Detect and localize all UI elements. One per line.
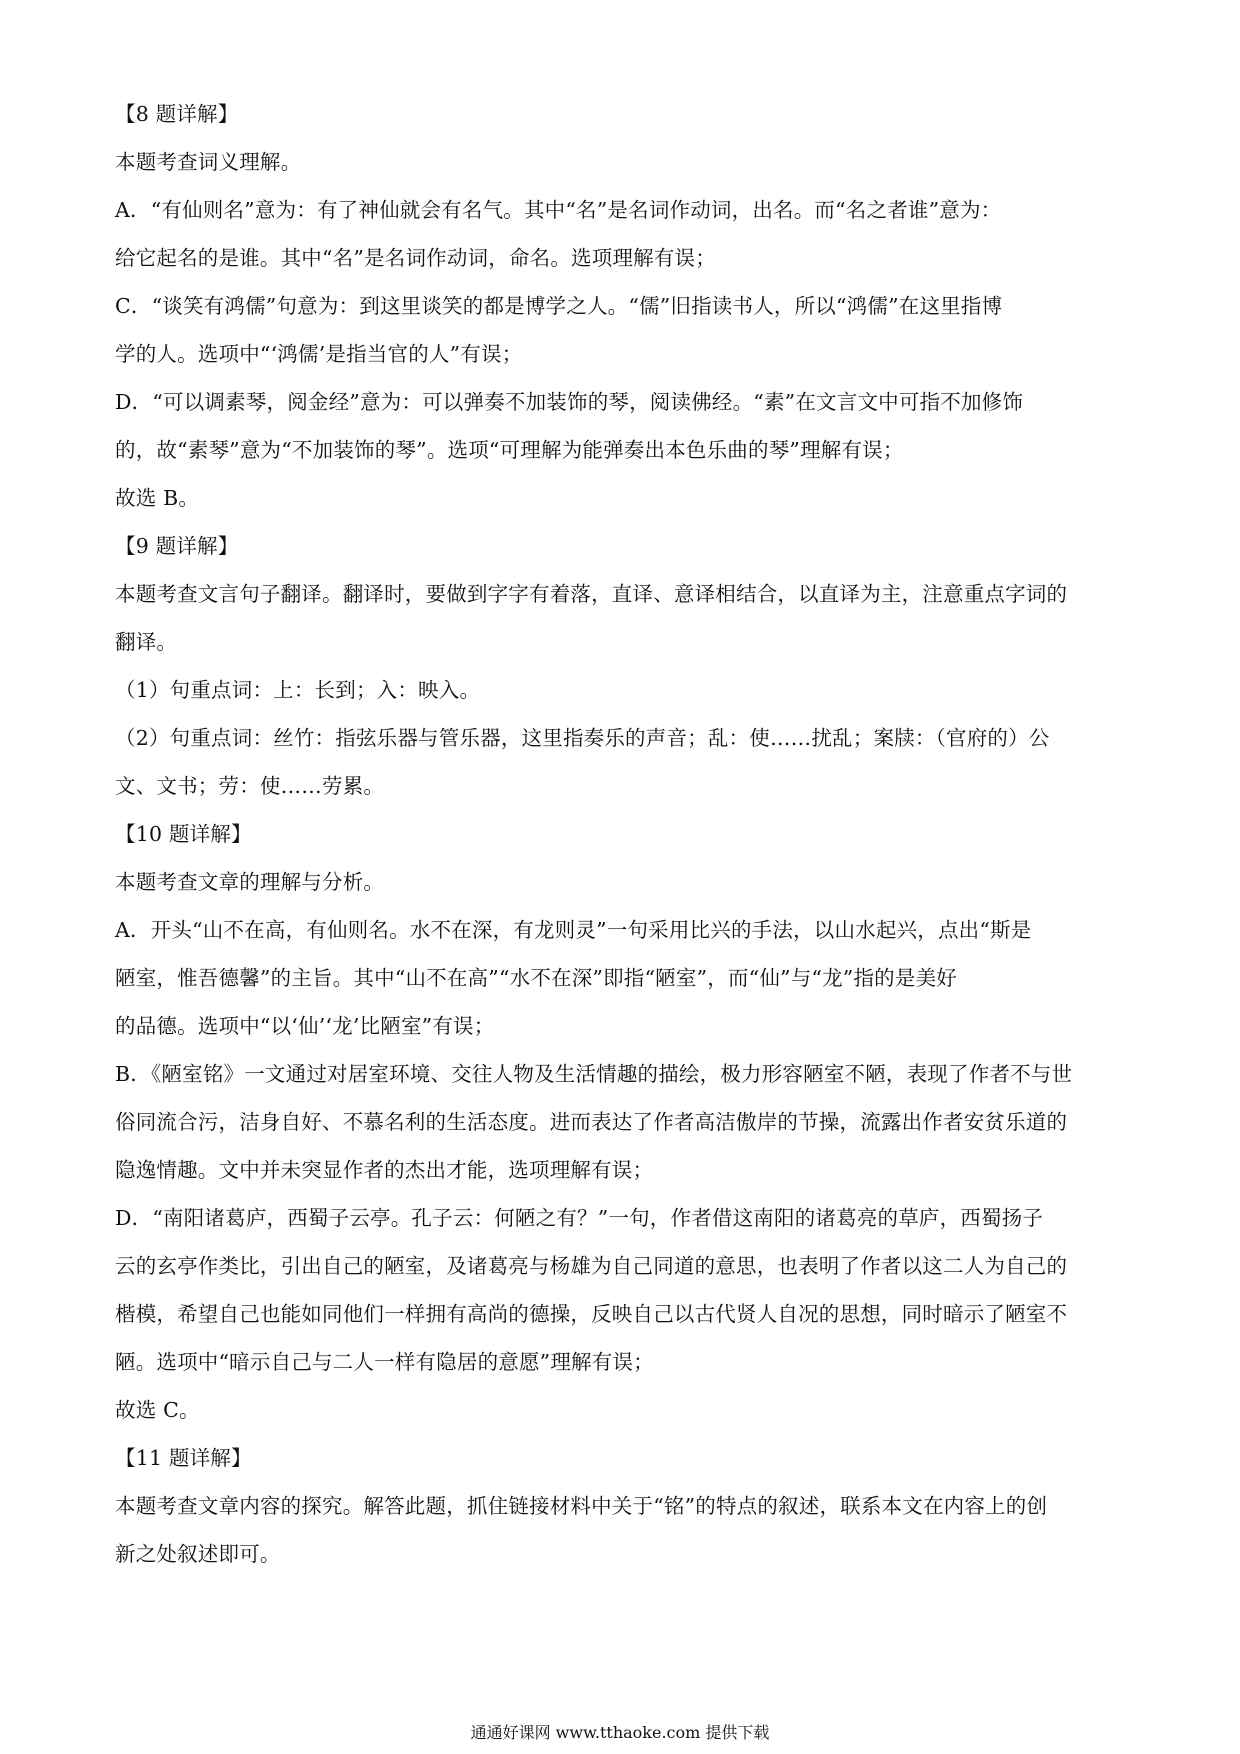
text-line: 学的人。选项中“‘鸿儒’是指当官的人”有误；: [115, 342, 523, 366]
text-line: 本题考查文言句子翻译。翻译时，要做到字字有着落，直译、意译相结合，以直译为主，注意重点字词的: [115, 582, 1068, 606]
text-line: A．开头“山不在高，有仙则名。水不在深，有龙则灵”一句采用比兴的手法，以山水起兴，点出“斯是: [115, 918, 1032, 942]
text-line: C．“谈笑有鸿儒”句意为：到这里谈笑的都是博学之人。“儒”旧指读书人，所以“鸿儒”在这里指博: [115, 294, 1003, 318]
text-line: 陋。选项中“暗示自己与二人一样有隐居的意愿”理解有误；: [115, 1350, 654, 1374]
text-line: 文、文书；劳：使……劳累。: [115, 774, 385, 798]
text-line: （1）句重点词：上：长到；入：映入。: [115, 678, 481, 702]
text-line: 俗同流合污，洁身自好、不慕名利的生活态度。进而表达了作者高洁傲岸的节操，流露出作者安贫乐道的: [115, 1110, 1068, 1134]
section-heading-9: 【9 题详解】: [115, 534, 239, 558]
section-heading-8: 【8 题详解】: [115, 102, 239, 126]
text-line: 陋室，惟吾德馨”的主旨。其中“山不在高”“水不在深”即指“陋室”，而“仙”与“龙”指的是美好: [115, 966, 957, 990]
text-line: A．“有仙则名”意为：有了神仙就会有名气。其中“名”是名词作动词，出名。而“名之者谁”意为：: [115, 198, 1002, 222]
text-line: 楷模，希望自己也能如同他们一样拥有高尚的德操，反映自己以古代贤人自况的思想，同时暗示了陋室不: [115, 1302, 1068, 1326]
text-line: 翻译。: [115, 630, 178, 654]
text-line: 云的玄亭作类比，引出自己的陋室，及诸葛亮与杨雄为自己同道的意思，也表明了作者以这二人为自己的: [115, 1254, 1068, 1278]
text-line: 本题考查文章的理解与分析。: [115, 870, 385, 894]
section-heading-10: 【10 题详解】: [115, 822, 252, 846]
text-line: 新之处叙述即可。: [115, 1542, 281, 1566]
document-body: [115, 100, 1125, 1568]
text-line: 的，故“素琴”意为“不加装饰的琴”。选项“可理解为能弹奏出本色乐曲的琴”理解有误；: [115, 438, 904, 462]
text-line: 本题考查词义理解。: [115, 150, 302, 174]
text-line: B．《陋室铭》一文通过对居室环境、交往人物及生活情趣的描绘，极力形容陋室不陋，表现了作者不与世: [115, 1062, 1073, 1086]
text-line: （2）句重点词：丝竹：指弦乐器与管乐器，这里指奏乐的声音；乱：使……扰乱；案牍：（官府的）公: [115, 726, 1050, 750]
section-heading-11: 【11 题详解】: [115, 1446, 252, 1470]
answer-line: 故选 B。: [115, 486, 200, 510]
text-line: D．“可以调素琴，阅金经”意为：可以弹奏不加装饰的琴，阅读佛经。“素”在文言文中可指不加修饰: [115, 390, 1024, 414]
text-line: 隐逸情趣。文中并未突显作者的杰出才能，选项理解有误；: [115, 1158, 654, 1182]
page-footer: 通通好课网 www.tthaoke.com 提供下载: [470, 1723, 770, 1742]
text-line: 给它起名的是谁。其中“名”是名词作动词，命名。选项理解有误；: [115, 246, 716, 270]
text-line: D．“南阳诸葛庐，西蜀子云亭。孔子云：何陋之有？”一句，作者借这南阳的诸葛亮的草庐，西蜀扬子: [115, 1206, 1044, 1230]
answer-line: 故选 C。: [115, 1398, 200, 1422]
text-line: 本题考查文章内容的探究。解答此题，抓住链接材料中关于“铭”的特点的叙述，联系本文在内容上的创: [115, 1494, 1048, 1518]
text-line: 的品德。选项中“以‘仙’‘龙’比陋室”有误；: [115, 1014, 495, 1038]
